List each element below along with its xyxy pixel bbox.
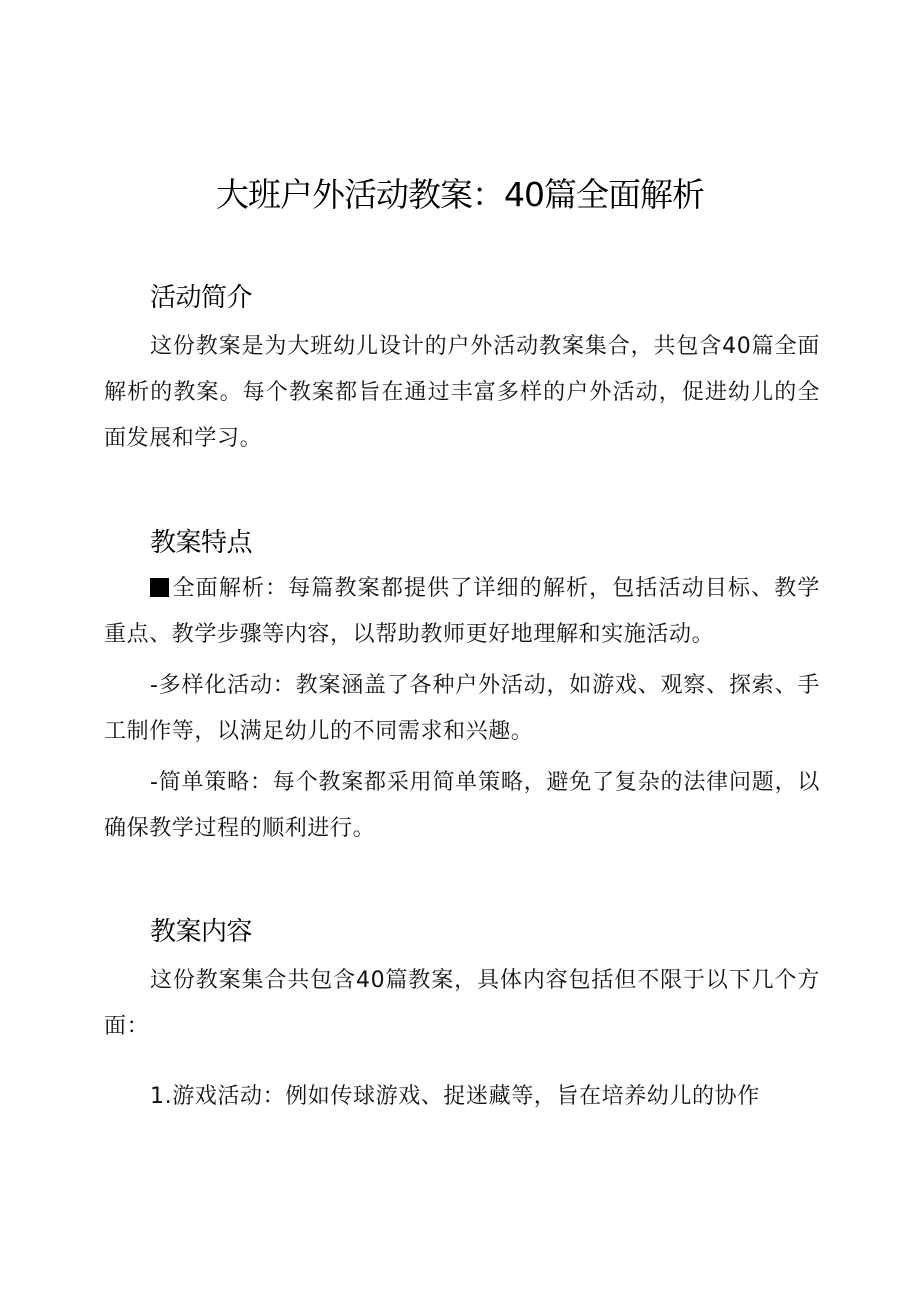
content-list-item: 1.游戏活动：例如传球游戏、捉迷藏等，旨在培养幼儿的协作 bbox=[150, 1084, 760, 1109]
intro-paragraph: 这份教案是为大班幼儿设计的户外活动教案集合，共包含40篇全面解析的教案。每个教案都旨在通过丰富多样的户外活动，促进幼儿的全面发展和学习。 bbox=[104, 334, 820, 451]
document-title: 大班户外活动教案：40篇全面解析 bbox=[216, 175, 704, 214]
section-heading-intro: 活动简介 bbox=[150, 283, 253, 313]
section-heading-content: 教案内容 bbox=[150, 917, 253, 947]
square-bullet-icon bbox=[150, 578, 169, 597]
content-paragraph: 这份教案集合共包含40篇教案，具体内容包括但不限于以下几个方面： bbox=[104, 968, 820, 1039]
feature-text-comprehensive: 全面解析：每篇教案都提供了详细的解析，包括活动目标、教学重点、教学步骤等内容，以帮助教师更好地理解和实施活动。 bbox=[104, 576, 820, 647]
feature-paragraph-simple: -简单策略：每个教案都采用简单策略，避免了复杂的法律问题，以确保教学过程的顺利进行。 bbox=[104, 770, 820, 841]
feature-paragraph-comprehensive bbox=[104, 566, 820, 658]
feature-paragraph-diverse: -多样化活动：教案涵盖了各种户外活动，如游戏、观察、探索、手工制作等，以满足幼儿的不同需求和兴趣。 bbox=[104, 673, 820, 744]
section-heading-features: 教案特点 bbox=[150, 528, 253, 558]
